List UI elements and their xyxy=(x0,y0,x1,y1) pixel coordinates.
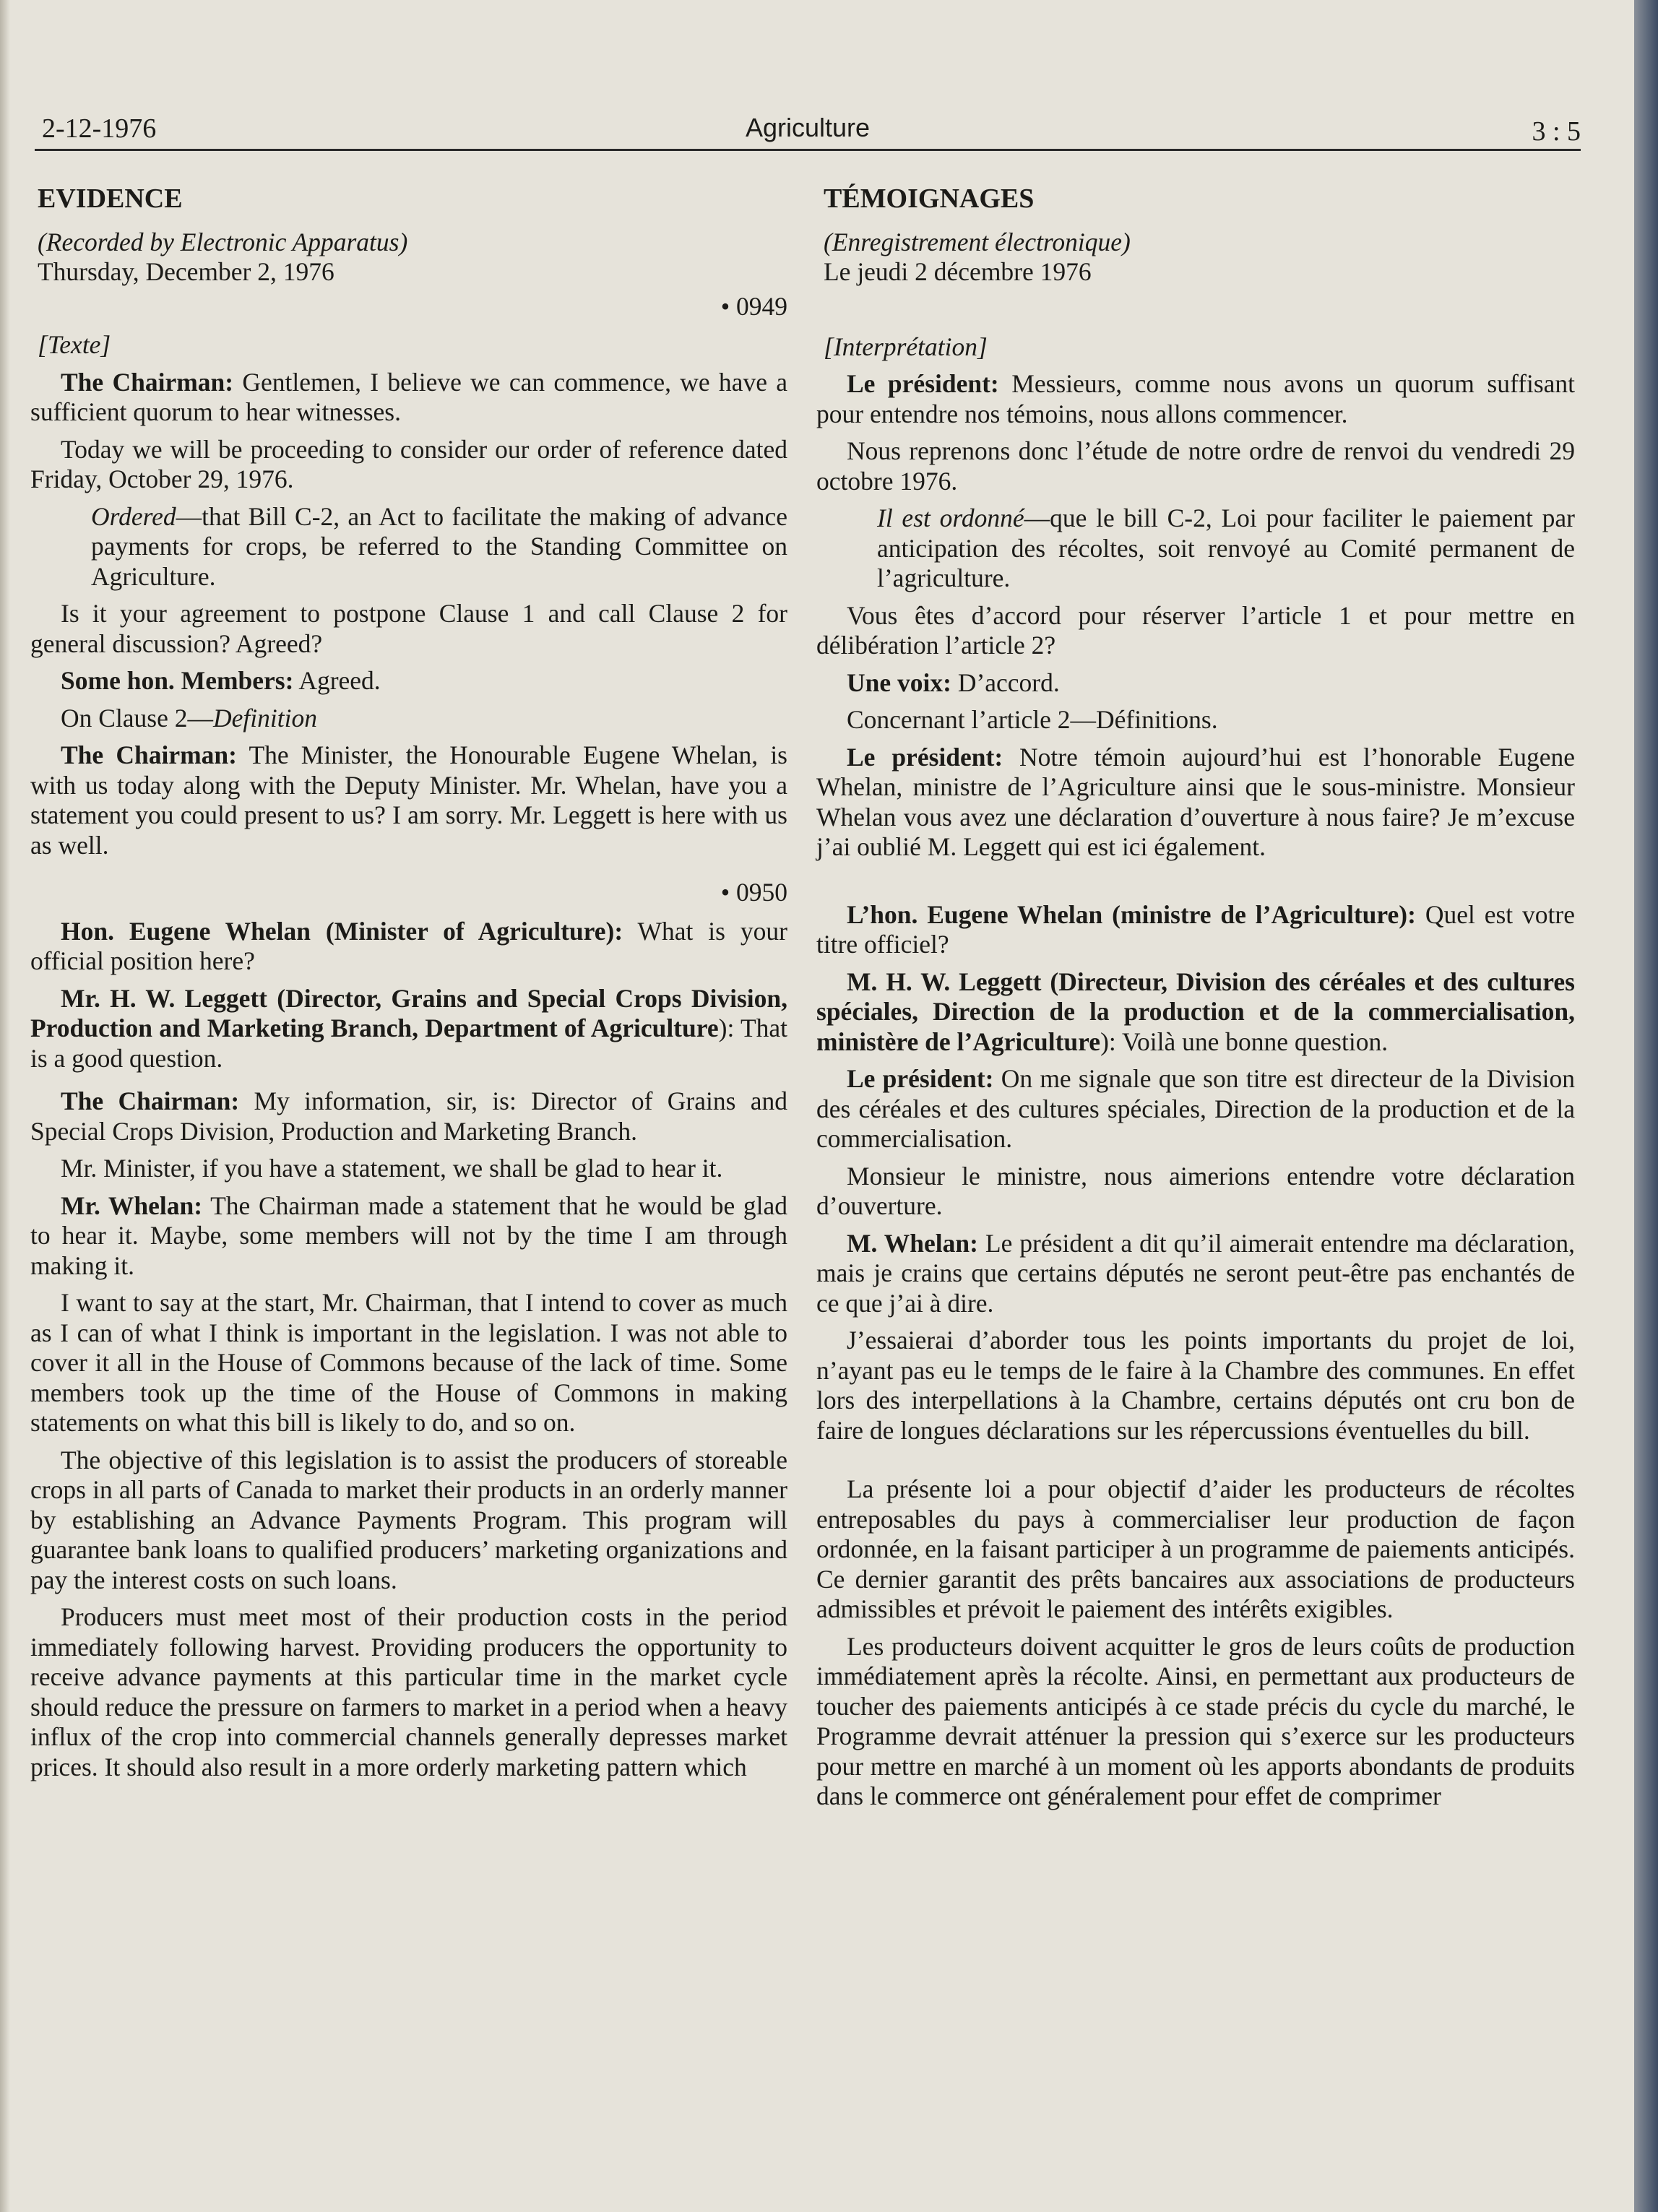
paragraph: Some hon. Members: Agreed. xyxy=(61,666,381,695)
page-left-edge xyxy=(0,0,10,2212)
paragraph: Mr. Whelan: The Chairman made a statement that he would be glad to hear it. Maybe, some members will not by the time I am through making it. xyxy=(30,1191,787,1280)
paragraph: Is it your agreement to postpone Clause 1 and call Clause 2 for general discussion? Agreed? xyxy=(30,599,787,658)
speaker: Hon. Eugene Whelan (Minister of Agriculture): xyxy=(61,916,623,946)
paragraph: The Chairman: Gentlemen, I believe we can commence, we have a sufficient quorum to hear witnesses. xyxy=(30,367,787,426)
clause-line: Concernant l’article 2—Définitions. xyxy=(847,705,1218,734)
paragraph: Le président: Messieurs, comme nous avons un quorum suffisant pour entendre nos témoins, nous allons commencer. xyxy=(816,369,1575,428)
paragraph: M. H. W. Leggett (Directeur, Division des céréales et des cultures spéciales, Direction de la production et de la commercialisation, ministère de l’Agriculture): Voilà une bonne question. xyxy=(816,967,1575,1056)
speaker: Le président: xyxy=(847,1064,994,1093)
evidence-heading: EVIDENCE xyxy=(38,183,183,214)
speaker: Une voix: xyxy=(847,668,951,697)
recorded-note: (Recorded by Electronic Apparatus) xyxy=(38,227,408,256)
speaker: L’hon. Eugene Whelan (ministre de l’Agriculture): xyxy=(847,899,1416,929)
temoignages-heading: TÉMOIGNAGES xyxy=(824,183,1035,214)
speaker: M. Whelan: xyxy=(847,1228,978,1258)
speaker: The Chairman: xyxy=(61,1086,240,1115)
speaker: The Chairman: xyxy=(61,367,234,397)
paragraph: I want to say at the start, Mr. Chairman, that I intend to cover as much as I can of what I think is important in the legislation. I was not able to cover it all in the House of Commons because of the lack of time. Some members took up the time of the House of Commons in making statements on what this bill is likely to do, and so on. xyxy=(30,1288,787,1437)
order-quote: Ordered—that Bill C-2, an Act to facilitate the making of advance payments for crops, be referred to the Standing Committee on Agriculture. xyxy=(91,501,787,591)
book-binding-edge xyxy=(1634,0,1658,2212)
timestamp: • 0950 xyxy=(720,878,787,907)
paragraph: Une voix: D’accord. xyxy=(847,668,1060,697)
speaker: The Chairman: xyxy=(61,740,237,769)
header-page-number: 3 : 5 xyxy=(1532,116,1581,147)
language-note: [Texte] xyxy=(38,330,111,359)
speaker: Some hon. Members: xyxy=(61,666,294,695)
paragraph: Producers must meet most of their production costs in the period immediately following harvest. Providing producers the opportunity to receive advance payments at this particular time in the market cycle should reduce the pressure on farmers to market in a period when a heavy influx of the crop into commercial channels generally depresses market prices. It should also result in a more orderly marketing pattern which xyxy=(30,1602,787,1781)
paragraph: Today we will be proceeding to consider our order of reference dated Friday, October 29, 1976. xyxy=(30,434,787,493)
paragraph: Les producteurs doivent acquitter le gros de leurs coûts de production immédiatement après la récolte. Ainsi, en permettant aux producteurs de toucher des paiements anticipés à ce stade précis du cycle du marché, le Programme devrait atténuer la pression qui s’exerce sur les producteurs pour mettre en marché à un moment où les apports abondants de produits dans le commerce ont généralement pour effet de comprimer xyxy=(816,1631,1575,1810)
speaker: Mr. H. W. Leggett (Director, Grains and Special Crops Division, Production and Marketing Branch, Department of Agriculture xyxy=(30,983,787,1042)
date-line: Thursday, December 2, 1976 xyxy=(38,257,334,286)
paragraph: The Chairman: The Minister, the Honourable Eugene Whelan, is with us today along with the Deputy Minister. Mr. Whelan, have you a statement you could present to us? I am sorry. Mr. Leggett is here with us as well. xyxy=(30,740,787,860)
speaker: Le président: xyxy=(847,742,1003,772)
paragraph: Hon. Eugene Whelan (Minister of Agriculture): What is your official position here? xyxy=(30,916,787,975)
french-column xyxy=(816,184,1575,1819)
recorded-note: (Enregistrement électronique) xyxy=(824,227,1131,256)
paragraph: Mr. Minister, if you have a statement, we shall be glad to hear it. xyxy=(61,1154,723,1183)
paragraph: Vous êtes d’accord pour réserver l’article 1 et pour mettre en délibération l’article 2? xyxy=(816,600,1575,660)
header-date: 2-12-1976 xyxy=(42,113,157,144)
speaker: M. H. W. Leggett (Directeur, Division des céréales et des cultures spéciales, Direction de la production et de la commercialisation, ministère de l’Agriculture xyxy=(816,967,1575,1056)
paragraph: J’essaierai d’aborder tous les points importants du projet de loi, n’ayant pas eu le temps de le faire à la Chambre des communes. En effet lors des interpellations à la Chambre, certains députés ont cru bon de faire de longues déclarations sur les répercussions éventuelles du bill. xyxy=(816,1326,1575,1445)
paragraph: Nous reprenons donc l’étude de notre ordre de renvoi du vendredi 29 octobre 1976. xyxy=(816,436,1575,496)
clause-line: On Clause 2—Definition xyxy=(61,703,317,733)
paragraph: Le président: On me signale que son titre est directeur de la Division des céréales et des cultures spéciales, Direction de la production et de la commercialisation. xyxy=(816,1064,1575,1153)
paragraph: M. Whelan: Le président a dit qu’il aimerait entendre ma déclaration, mais je crains que certains députés ne seront peut-être pas enchantés de ce que j’ai à dire. xyxy=(816,1228,1576,1318)
date-line: Le jeudi 2 décembre 1976 xyxy=(824,257,1092,286)
paragraph: Mr. H. W. Leggett (Director, Grains and Special Crops Division, Production and Marketing Branch, Department of Agriculture): That is a good question. xyxy=(30,983,787,1073)
paragraph: La présente loi a pour objectif d’aider les producteurs de récoltes entreposables du pays à commercialiser leur production de façon ordonnée, en la faisant participer à un programme de paiements anticipés. Ce dernier garantit des prêts bancaires aux associations de producteurs admissibles et prévoit le paiement des intérêts exigibles. xyxy=(816,1474,1575,1623)
timestamp: • 0949 xyxy=(720,291,787,321)
paragraph: The objective of this legislation is to assist the producers of storeable crops in all parts of Canada to market their products in an orderly manner by establishing an Advance Payments Program. This program will guarantee bank loans to qualified producers’ marketing organizations and pay the interest costs on such loans. xyxy=(30,1445,787,1594)
paragraph: The Chairman: My information, sir, is: Director of Grains and Special Crops Division, Production and Marketing Branch. xyxy=(30,1086,787,1146)
speaker: Mr. Whelan: xyxy=(61,1191,203,1220)
order-quote: Il est ordonné—que le bill C-2, Loi pour faciliter le paiement par anticipation des récoltes, soit renvoyé au Comité permanent de l’agriculture. xyxy=(877,504,1575,592)
running-header xyxy=(35,108,1581,151)
language-note: [Interprétation] xyxy=(824,332,988,361)
header-title: Agriculture xyxy=(745,113,871,142)
paragraph: L’hon. Eugene Whelan (ministre de l’Agriculture): Quel est votre titre officiel? xyxy=(816,899,1575,959)
english-column xyxy=(30,184,787,1789)
paragraph: Le président: Notre témoin aujourd’hui est l’honorable Eugene Whelan, ministre de l’Agriculture ainsi que le sous-ministre. Monsieur Whelan vous avez une déclaration d’ouverture à nous faire? Je m’excuse j’ai oublié M. Leggett qui est ici également. xyxy=(816,742,1575,861)
speaker: Le président: xyxy=(847,369,999,398)
paragraph: Monsieur le ministre, nous aimerions entendre votre déclaration d’ouverture. xyxy=(816,1161,1575,1220)
